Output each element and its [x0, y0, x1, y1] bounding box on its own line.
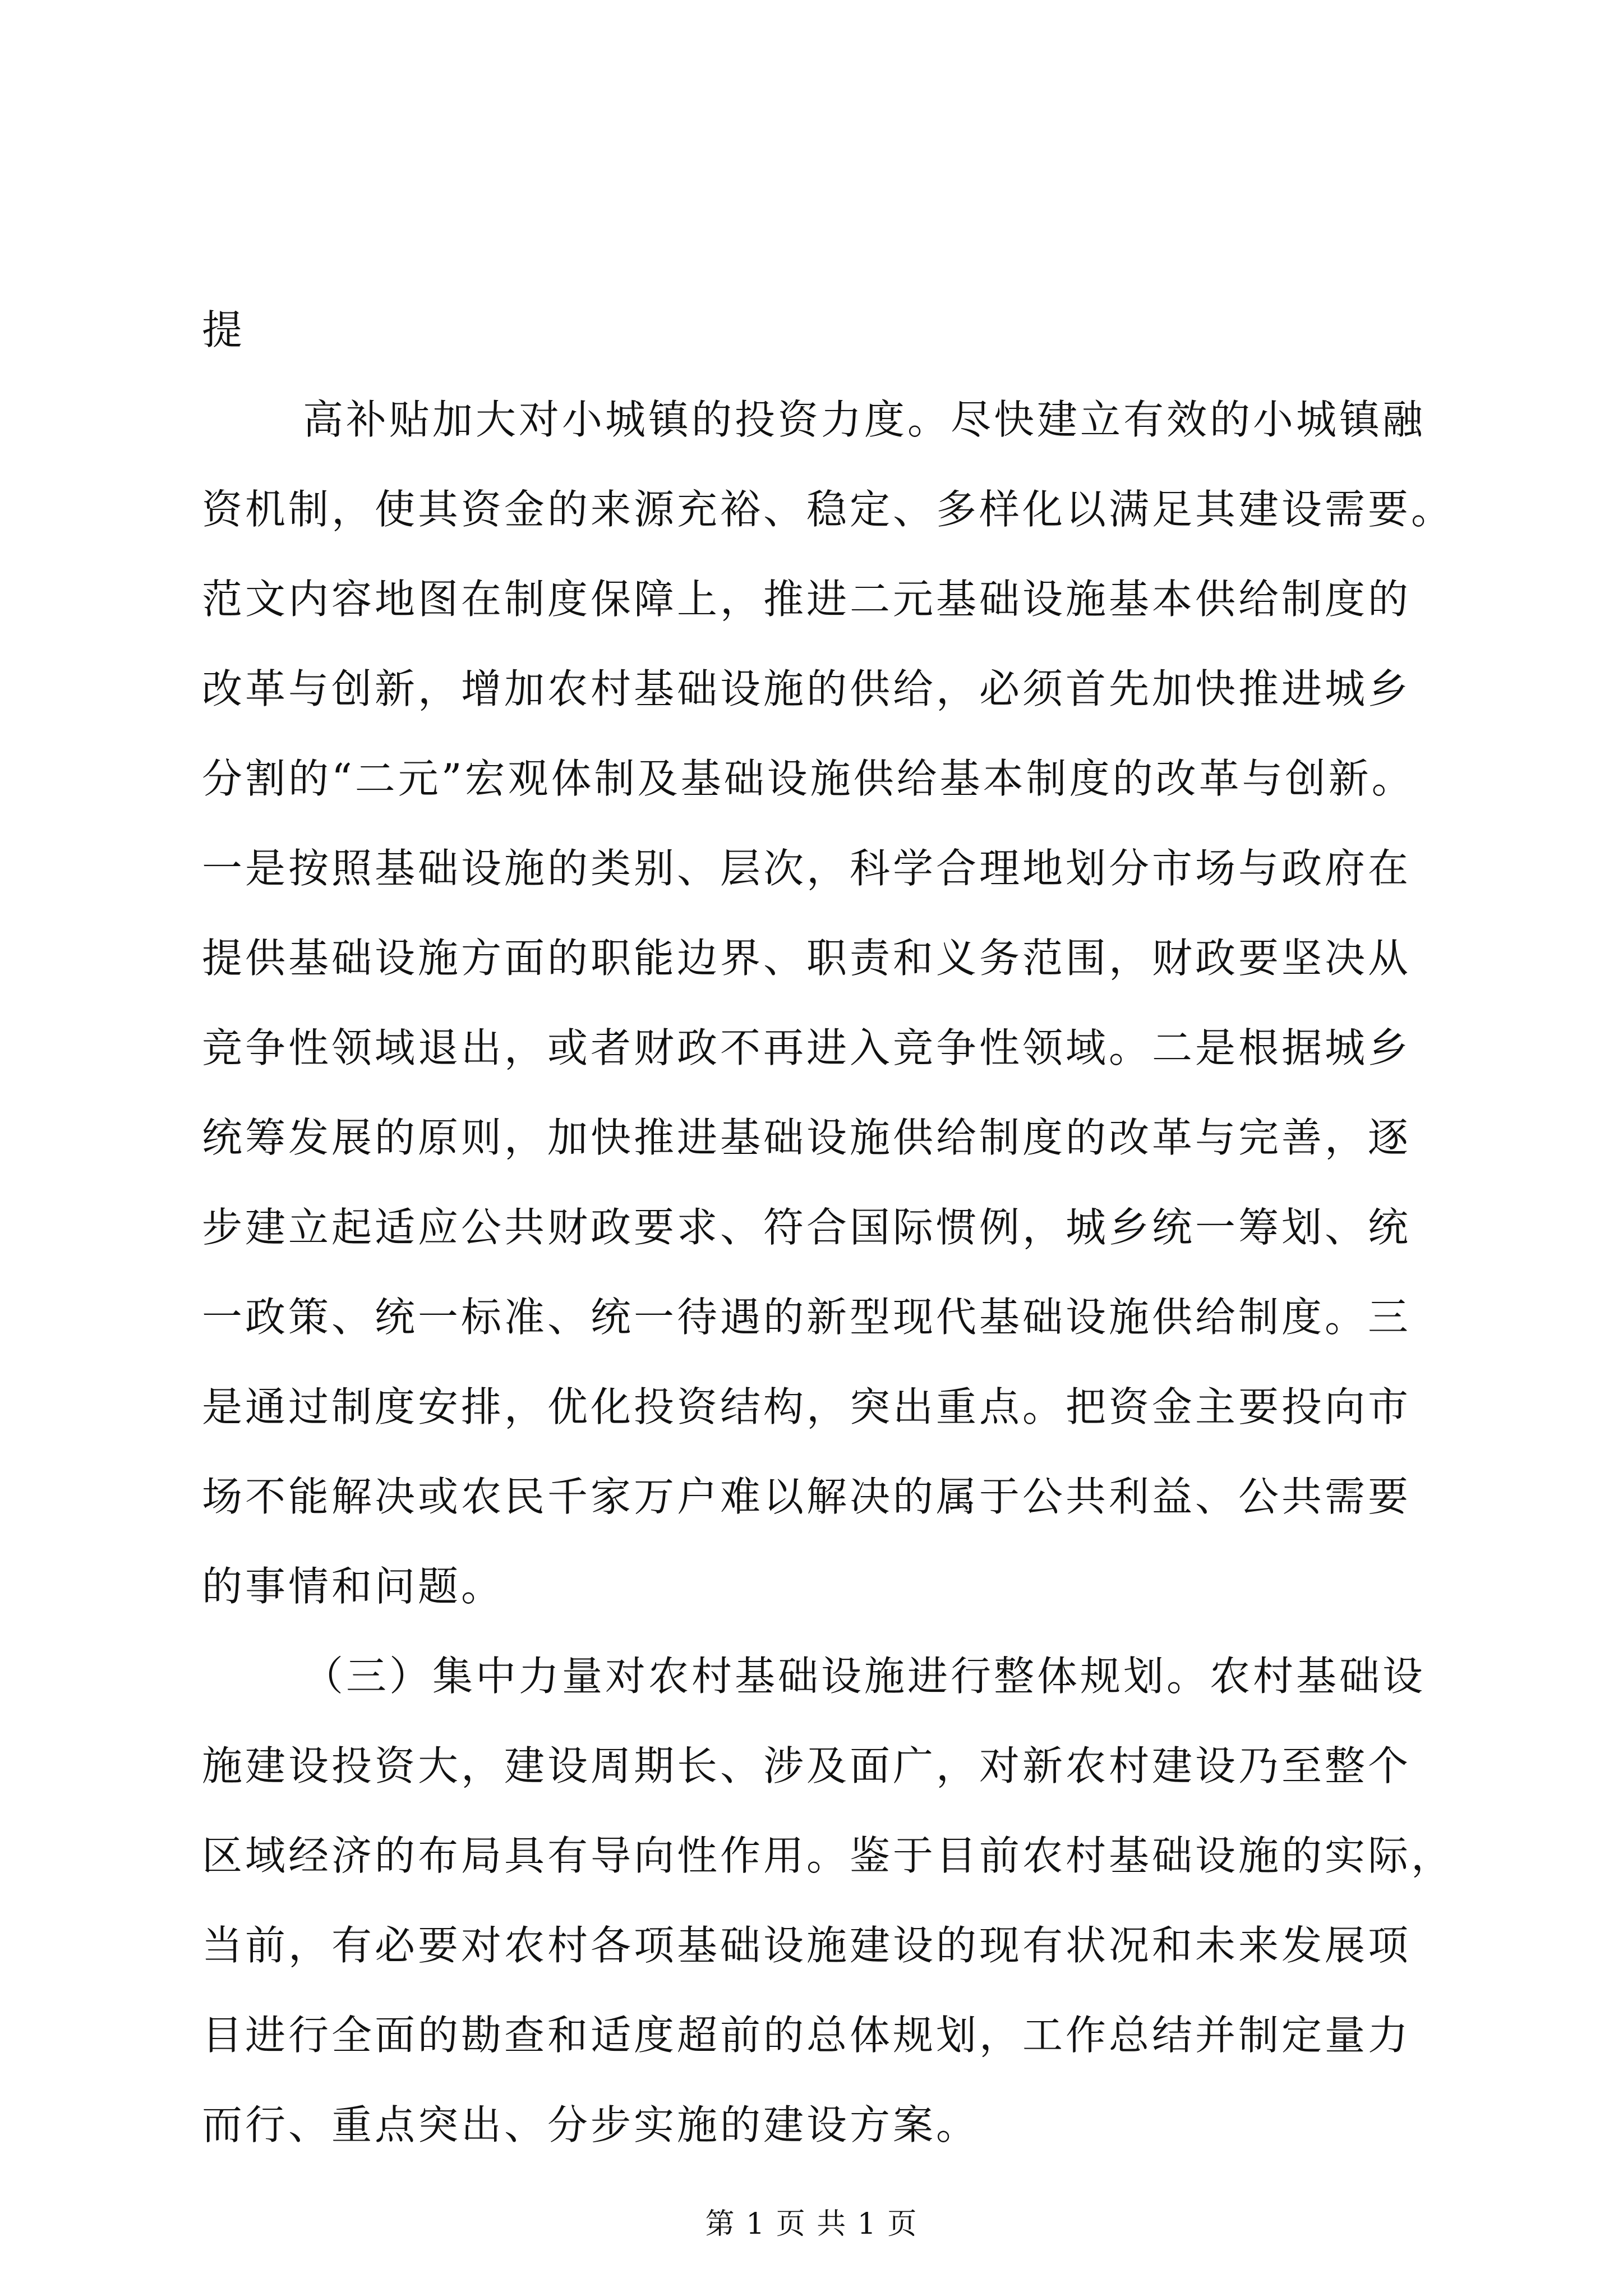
text-line: 目进行全面的勘查和适度超前的总体规划，工作总结并制定量力	[202, 2012, 1412, 2059]
text-line: 区域经济的布局具有导向性作用。鉴于目前农村基础设施的实际，	[202, 1832, 1455, 1879]
text-line: 高补贴加大对小城镇的投资力度。尽快建立有效的小城镇融	[303, 396, 1426, 443]
text-line: 分割的“二元”宏观体制及基础设施供给基本制度的改革与创新。	[202, 755, 1415, 802]
text-line: 场不能解决或农民千家万户难以解决的属于公共利益、公共需要	[202, 1473, 1412, 1520]
text-line: 资机制，使其资金的来源充裕、稳定、多样化以满足其建设需要。	[202, 486, 1455, 533]
text-line: 竞争性领域退出，或者财政不再进入竞争性领域。二是根据城乡	[202, 1024, 1412, 1071]
text-line: 的事情和问题。	[202, 1563, 505, 1610]
text-line: 统筹发展的原则，加快推进基础设施供给制度的改革与完善，逐	[202, 1114, 1412, 1161]
text-line: 一政策、统一标准、统一待遇的新型现代基础设施供给制度。三	[202, 1294, 1412, 1341]
text-line: （三）集中力量对农村基础设施进行整体规划。农村基础设	[303, 1653, 1426, 1700]
text-line: 当前，有必要对农村各项基础设施建设的现有状况和未来发展项	[202, 1922, 1412, 1969]
text-line: 改革与创新，增加农村基础设施的供给，必须首先加快推进城乡	[202, 665, 1412, 712]
text-line: 而行、重点突出、分步实施的建设方案。	[202, 2101, 980, 2148]
text-line: 范文内容地图在制度保障上，推进二元基础设施基本供给制度的	[202, 576, 1412, 623]
text-line: 提供基础设施方面的职能边界、职责和义务范围，财政要坚决从	[202, 935, 1412, 982]
text-line: 提	[202, 306, 246, 353]
text-line: 一是按照基础设施的类别、层次，科学合理地划分市场与政府在	[202, 845, 1412, 892]
text-line: 是通过制度安排，优化投资结构，突出重点。把资金主要投向市	[202, 1383, 1412, 1430]
text-line: 施建设投资大，建设周期长、涉及面广，对新农村建设乃至整个	[202, 1742, 1412, 1789]
page-number-footer: 第 1 页 共 1 页	[705, 2207, 918, 2241]
text-line: 步建立起适应公共财政要求、符合国际惯例，城乡统一筹划、统	[202, 1204, 1412, 1251]
